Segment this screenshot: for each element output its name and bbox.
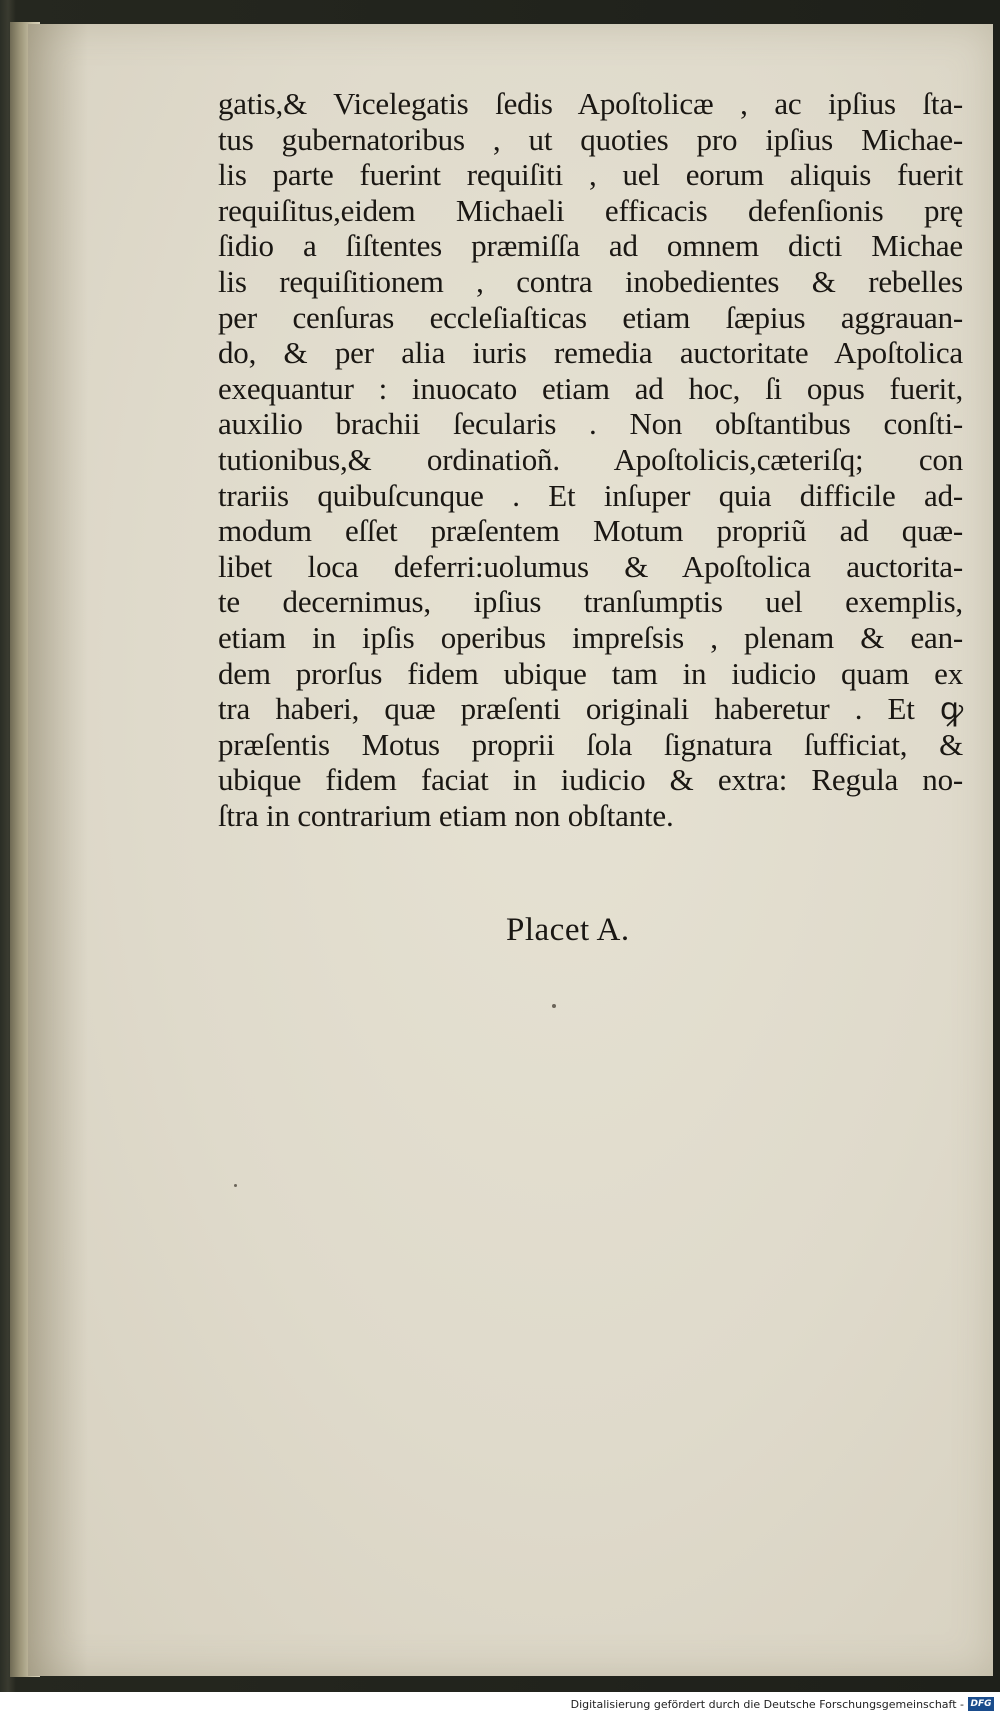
spine-shadow bbox=[28, 24, 88, 1676]
text-line: etiam in ipſis operibus impreſsis , plenam & ean- bbox=[218, 619, 963, 655]
text-line: tus gubernatoribus , ut quoties pro ipſius Michae- bbox=[218, 121, 963, 157]
paper-speck bbox=[234, 1184, 237, 1187]
text-line: trariis quibuſcunque . Et inſuper quia difficile ad- bbox=[218, 477, 963, 513]
text-line: modum eſſet præſentem Motum propriũ ad quæ- bbox=[218, 513, 963, 549]
text-line: te decernimus, ipſius tranſumptis uel exemplis, bbox=[218, 584, 963, 620]
text-line: ubique fidem faciat in iudicio & extra: Regula no- bbox=[218, 762, 963, 798]
text-line: requiſitus,eidem Michaeli efficacis defenſionis prę bbox=[218, 192, 963, 228]
text-line: auxilio brachii ſecularis . Non obſtantibus conſti- bbox=[218, 406, 963, 442]
text-line: per cenſuras eccleſiaſticas etiam ſæpius aggrauan- bbox=[218, 299, 963, 335]
text-line: do, & per alia iuris remedia auctoritate Apoſtolica bbox=[218, 335, 963, 371]
text-line: tutionibus,& ordinatioñ. Apoſtolicis,cæteriſq; con bbox=[218, 441, 963, 477]
book-page bbox=[28, 24, 993, 1676]
signature-placet: Placet A. bbox=[506, 912, 630, 948]
text-line: exequantur : inuocato etiam ad hoc, ſi opus fuerit, bbox=[218, 370, 963, 406]
paper-speck bbox=[552, 1004, 556, 1008]
text-line: gatis,& Vicelegatis ſedis Apoſtolicæ , ac ipſius ſta- bbox=[218, 86, 963, 121]
text-line: lis parte fuerint requiſiti , uel eorum aliquis fuerit bbox=[218, 157, 963, 193]
dfg-logo: DFG bbox=[968, 1697, 994, 1711]
footer-credit: Digitalisierung gefördert durch die Deutsche Forschungsgemeinschaft - bbox=[570, 1698, 964, 1711]
text-line: libet loca deferri:uolumus & Apoſtolica auctorita- bbox=[218, 548, 963, 584]
text-line: ſidio a ſiſtentes præmiſſa ad omnem dicti Michae bbox=[218, 228, 963, 264]
text-line: dem prorſus fidem ubique tam in iudicio quam ex bbox=[218, 655, 963, 691]
text-line: lis requiſitionem , contra inobedientes & rebelles bbox=[218, 263, 963, 299]
text-line: præſentis Motus proprii ſola ſignatura ſufficiat, & bbox=[218, 726, 963, 762]
body-text bbox=[218, 86, 963, 833]
text-line: tra haberi, quæ præſenti originali haberetur . Et ꝙ bbox=[218, 691, 963, 727]
text-line: ſtra in contrarium etiam non obſtante. bbox=[218, 797, 674, 833]
